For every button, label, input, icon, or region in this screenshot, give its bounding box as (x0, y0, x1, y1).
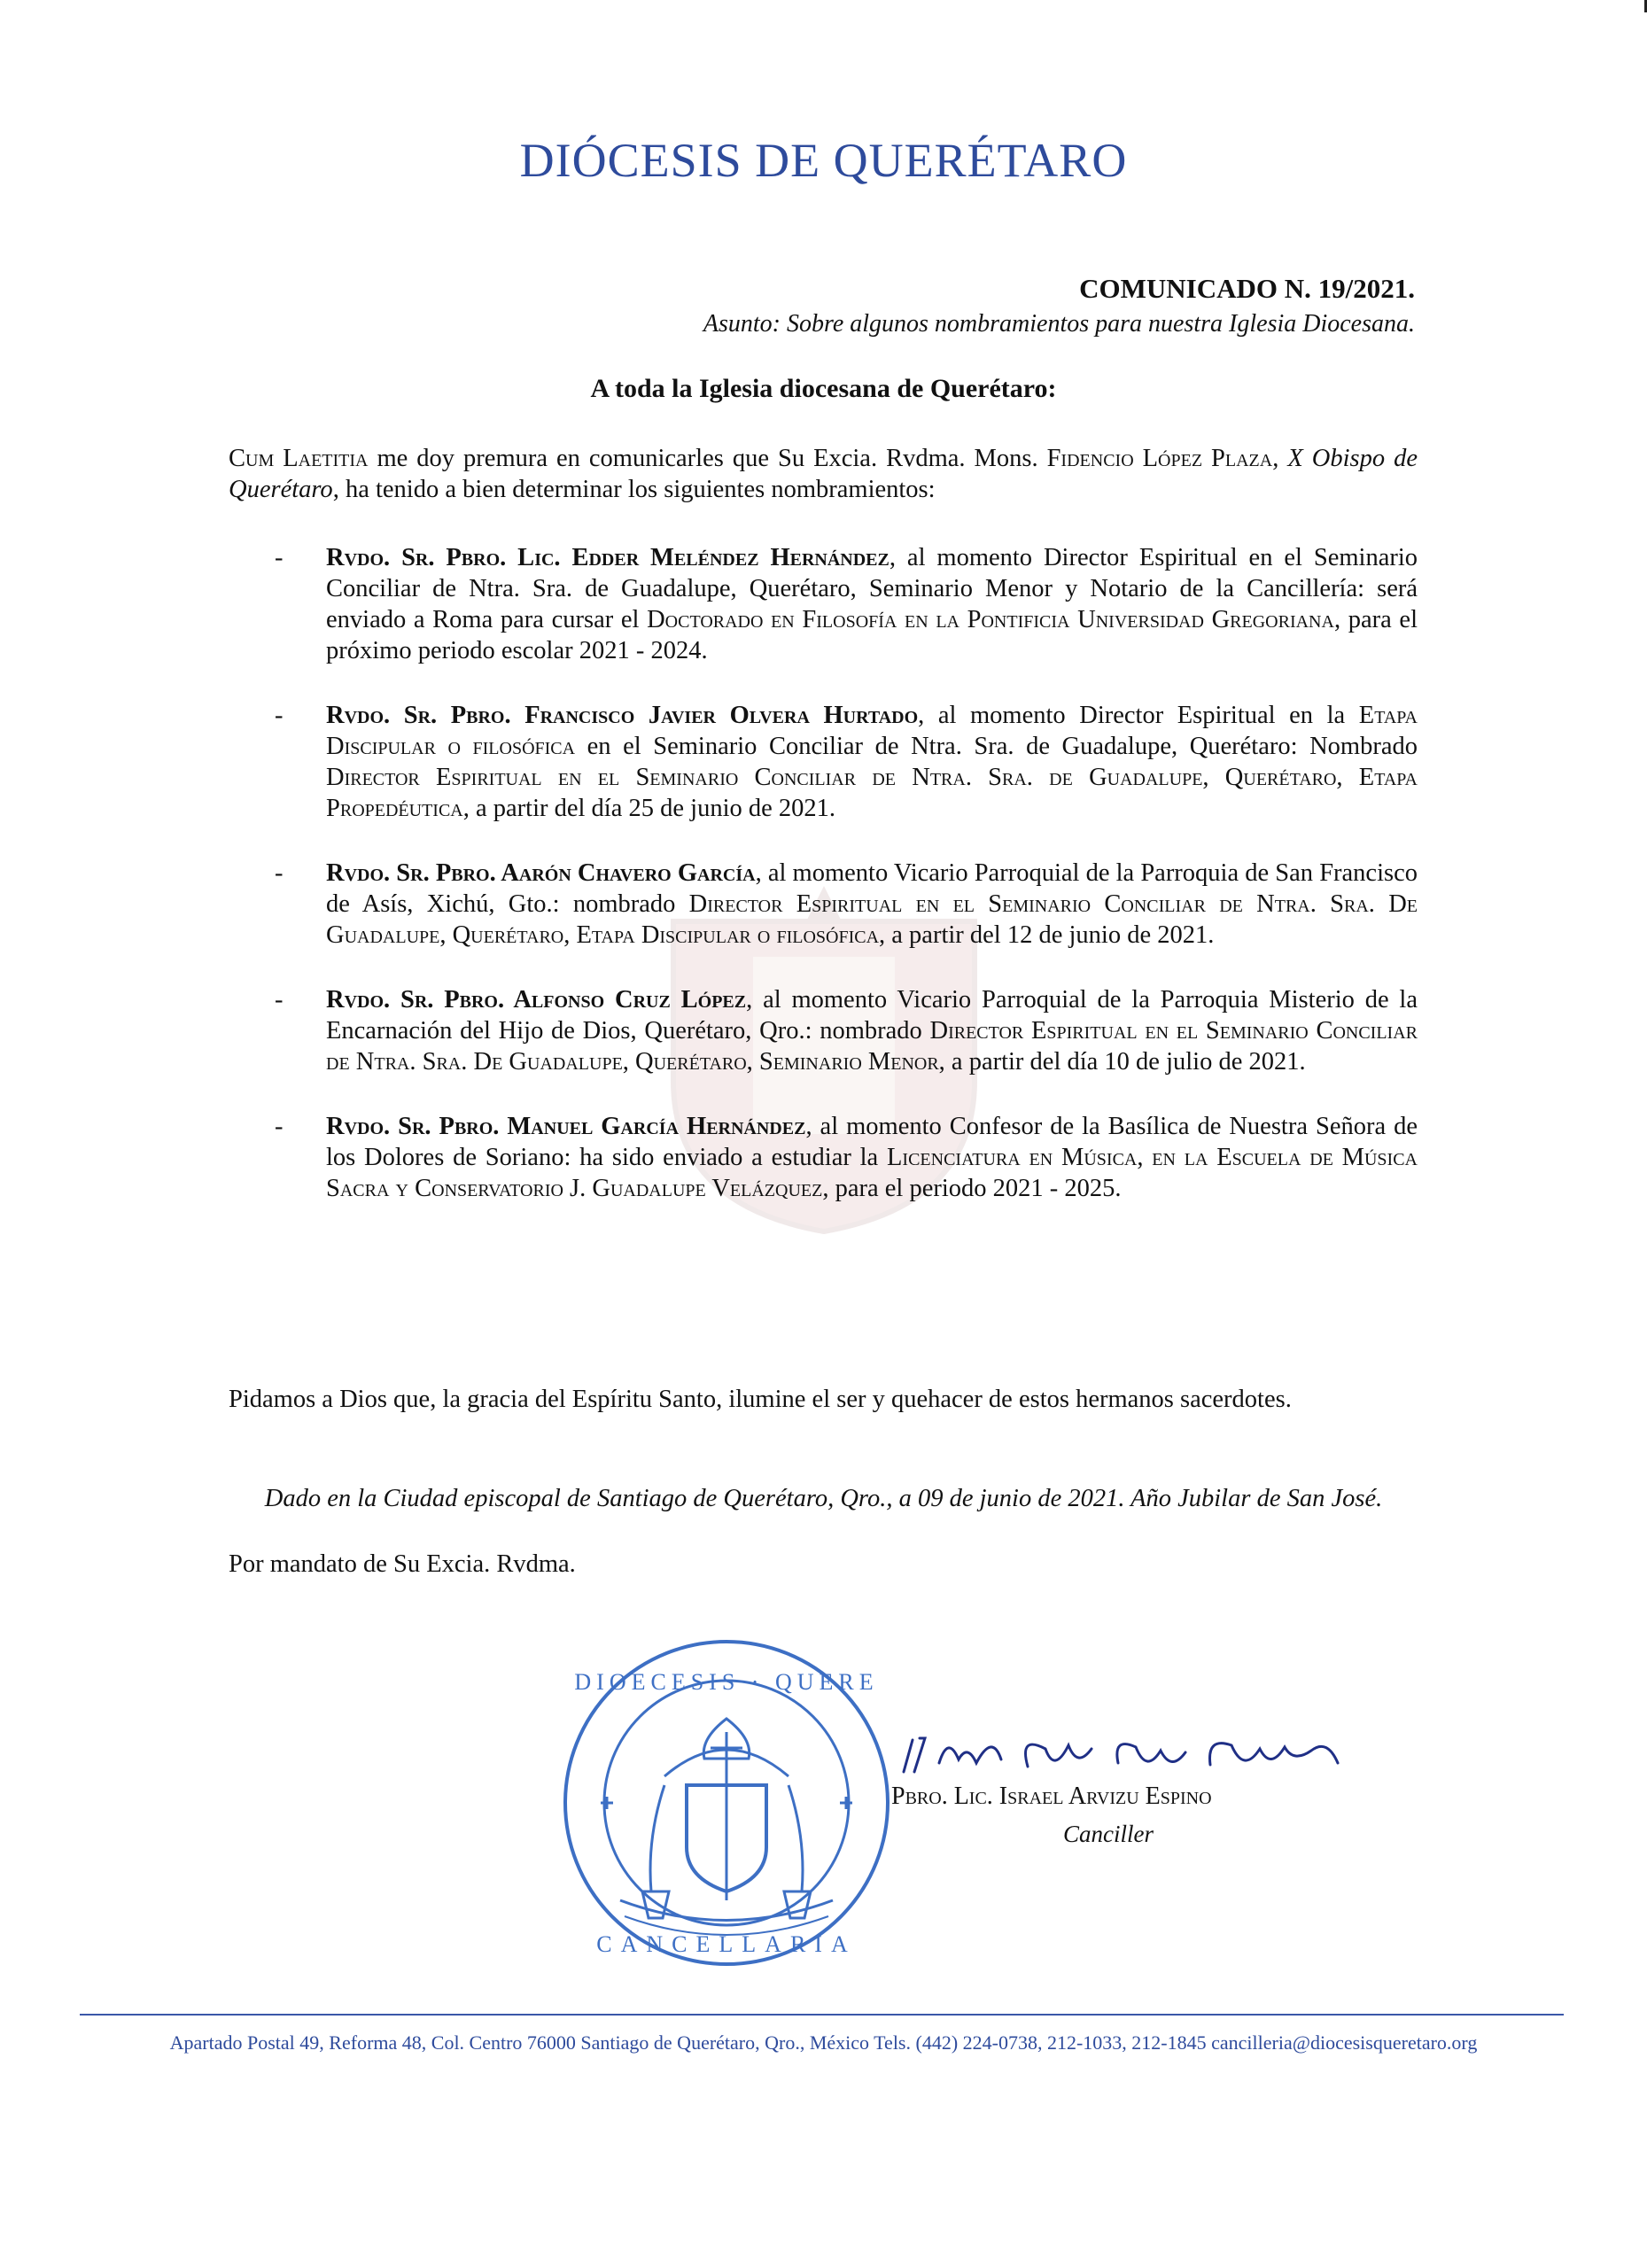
comunicado-number: COMUNICADO N. 19/2021. (1079, 273, 1415, 304)
appointee-name: Rvdo. Sr. Pbro. Alfonso Cruz López (326, 986, 747, 1014)
appointment-text: , al momento Confesor de la Basílica de Nuestra Señora de los Dolores de Soriano: ha sido enviado a estudiar la (326, 1113, 1418, 1171)
appointment-item (229, 1111, 1418, 1204)
appointment-program: Doctorado en Filosofía en la Pontificia Universidad Gregoriana (647, 606, 1334, 633)
intro-sep: , (1272, 445, 1288, 472)
appointments-list (229, 542, 1418, 1238)
signer-name: Pbro. Lic. Israel Arvizu Espino (891, 1783, 1212, 1810)
intro-text-1: me doy premura en comunicarles que Su Excia. Rvdma. Mons. (368, 445, 1047, 472)
appointment-item (229, 984, 1418, 1077)
handwritten-signature (895, 1728, 1356, 1790)
appointee-name: Rvdo. Sr. Pbro. Francisco Javier Olvera Hurtado (326, 702, 919, 729)
appointment-position: Director Espiritual en el Seminario Conciliar de Ntra. Sra. de Guadalupe, Querétaro, Etapa Propedéutica (326, 764, 1418, 822)
svg-text:DIOECESIS · QUERE: DIOECESIS · QUERE (574, 1669, 879, 1695)
appointment-text: , a partir del día 25 de junio de 2021. (462, 795, 836, 822)
appointment-text: , al momento Director Espiritual en la (918, 702, 1359, 729)
intro-paragraph (229, 443, 1418, 505)
appointment-stage: Etapa Discipular o filosófica (326, 702, 1418, 760)
appointment-position: Director Espiritual en el Seminario Conciliar de Ntra. Sra. De Guadalupe, Querétaro, Etapa Discipular o filosófica (326, 890, 1418, 949)
list-dash: - (275, 1113, 284, 1140)
appointment-text: , al momento Director Espiritual en el Seminario Conciliar de Ntra. Sra. de Guadalupe, Querétaro, Seminario Menor y Notario de la Cancillería: será enviado a Roma para cursar el (326, 544, 1418, 633)
bishop-name: Fidencio López Plaza (1046, 445, 1273, 472)
bishop-title: X Obispo de Querétaro (229, 445, 1418, 503)
closing-paragraph: Pidamos a Dios que, la gracia del Espíritu Santo, ilumine el ser y quehacer de estos hermanos sacerdotes. (229, 1386, 1292, 1413)
intro-cum-laetitia: Cum Laetitia (229, 445, 369, 472)
greeting: A toda la Iglesia diocesana de Querétaro: (590, 374, 1057, 403)
list-dash: - (275, 702, 284, 729)
intro-text-2: , ha tenido a bien determinar los siguientes nombramientos: (332, 476, 936, 503)
appointment-text: , para el próximo periodo escolar 2021 - 2024. (326, 606, 1418, 664)
asunto-line: Asunto: Sobre algunos nombramientos para nuestra Iglesia Diocesana. (703, 310, 1415, 338)
appointment-text: , al momento Vicario Parroquial de la Parroquia Misterio de la Encarnación del Hijo de Dios, Querétaro, Qro.: nombrado (326, 986, 1418, 1045)
appointee-name: Rvdo. Sr. Pbro. Manuel García Hernández (326, 1113, 806, 1140)
signer-role: Canciller (1063, 1821, 1154, 1847)
appointment-text: , al momento Vicario Parroquial de la Parroquia de San Francisco de Asís, Xichú, Gto.: nombrado (326, 859, 1418, 918)
chancery-seal (558, 1635, 895, 1971)
appointee-name: Rvdo. Sr. Pbro. Aarón Chavero García (326, 859, 756, 887)
appointment-program: Licenciatura en Música, en la Escuela de Música Sacra y Conservatorio J. Guadalupe Velázquez (326, 1144, 1418, 1202)
list-dash: - (275, 544, 284, 571)
appointment-text: , a partir del 12 de junio de 2021. (879, 921, 1215, 949)
page-title: DIÓCESIS DE QUERÉTARO (519, 134, 1128, 187)
appointee-name: Rvdo. Sr. Pbro. Lic. Edder Meléndez Hernández (326, 544, 890, 571)
list-dash: - (275, 986, 284, 1014)
dated-line: Dado en la Ciudad episcopal de Santiago de Querétaro, Qro., a 09 de junio de 2021. Año Jubilar de San José. (264, 1485, 1383, 1512)
footer-contact: Apartado Postal 49, Reforma 48, Col. Centro 76000 Santiago de Querétaro, Qro., México Tels. (442) 224-0738, 212-1033, 212-1845 cancilleria@diocesisqueretaro.org (169, 2031, 1478, 2054)
appointment-item (229, 858, 1418, 951)
appointment-text: en el Seminario Conciliar de Ntra. Sra. de Guadalupe, Querétaro: Nombrado (575, 733, 1418, 760)
svg-text:CANCELLARIA: CANCELLARIA (596, 1931, 857, 1957)
appointment-text: , para el periodo 2021 - 2025. (822, 1175, 1122, 1202)
appointment-position: Director Espiritual en el Seminario Conciliar de Ntra. Sra. De Guadalupe, Querétaro, Seminario Menor (326, 1017, 1418, 1076)
list-dash: - (275, 859, 284, 887)
appointment-text: , a partir del día 10 de julio de 2021. (938, 1048, 1306, 1076)
mandate-line: Por mandato de Su Excia. Rvdma. (229, 1550, 576, 1578)
appointment-item (229, 700, 1418, 824)
appointment-item (229, 542, 1418, 666)
footer-divider (80, 2014, 1564, 2016)
